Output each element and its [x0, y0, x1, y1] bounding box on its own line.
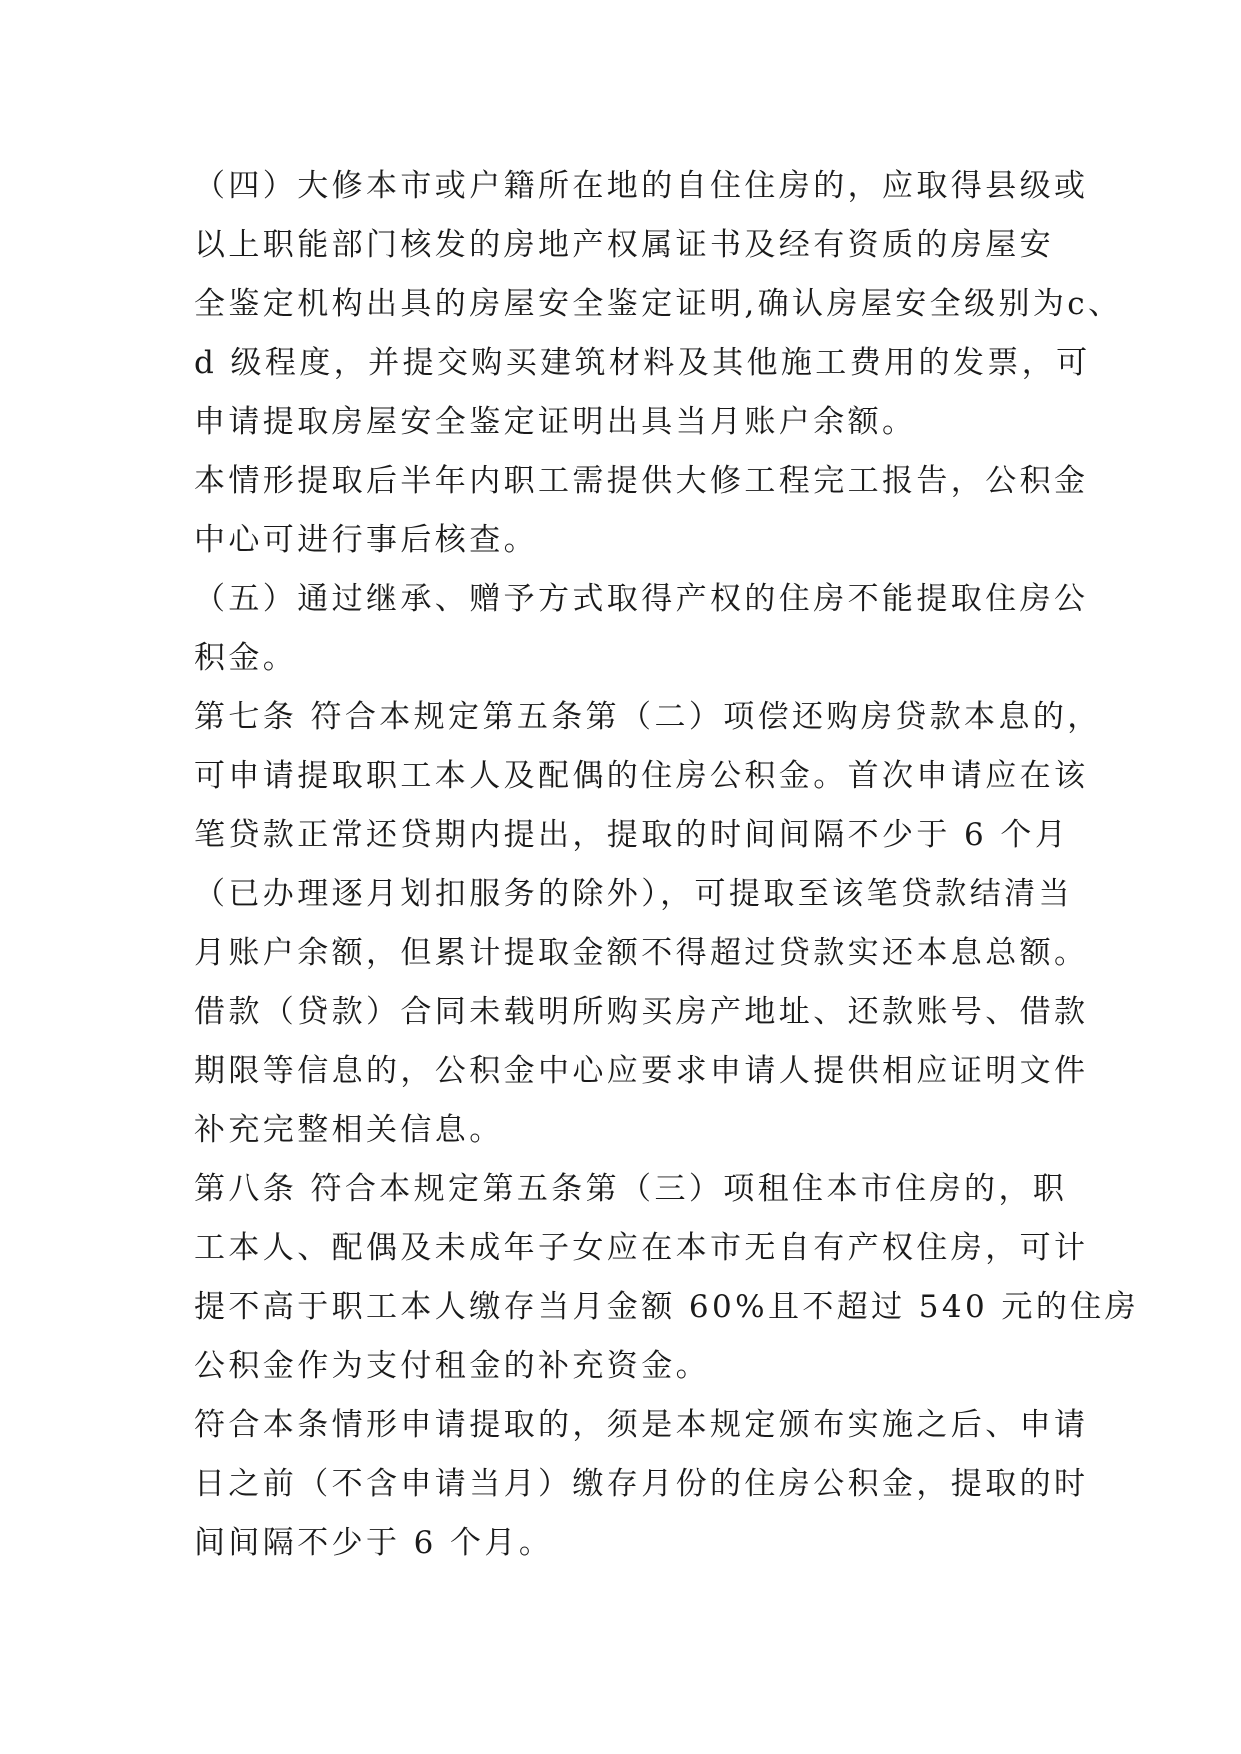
- text-line: 间间隔不少于 6 个月。: [194, 1525, 554, 1561]
- text-line: 积金。: [194, 640, 298, 676]
- text-line: 借款（贷款）合同未载明所购买房产地址、还款账号、借款: [194, 994, 1089, 1030]
- text-line: 可申请提取职工本人及配偶的住房公积金。首次申请应在该: [194, 758, 1089, 794]
- text-line: 提不高于职工本人缴存当月金额 60%且不超过 540 元的住房: [194, 1289, 1140, 1325]
- body-text: [194, 157, 1154, 1573]
- text-line: （四）大修本市或户籍所在地的自住住房的，应取得县级或: [194, 168, 1089, 204]
- text-line: （已办理逐月划扣服务的除外），可提取至该笔贷款结清当: [194, 876, 1073, 912]
- text-line: 本情形提取后半年内职工需提供大修工程完工报告，公积金: [194, 463, 1089, 499]
- text-line: 期限等信息的，公积金中心应要求申请人提供相应证明文件: [194, 1053, 1089, 1089]
- text-line: 第七条 符合本规定第五条第（二）项偿还购房贷款本息的，: [194, 699, 1102, 735]
- text-line: 以上职能部门核发的房地产权属证书及经有资质的房屋安: [194, 227, 1054, 263]
- text-line: 月账户余额，但累计提取金额不得超过贷款实还本息总额。: [194, 935, 1089, 971]
- text-line: 笔贷款正常还贷期内提出，提取的时间间隔不少于 6 个月: [194, 817, 1070, 853]
- text-line: 申请提取房屋安全鉴定证明出具当月账户余额。: [194, 404, 917, 440]
- text-line: 第八条 符合本规定第五条第（三）项租住本市住房的，职: [194, 1171, 1068, 1207]
- text-line: （五）通过继承、赠予方式取得产权的住房不能提取住房公: [194, 581, 1089, 617]
- text-line: 日之前（不含申请当月）缴存月份的住房公积金，提取的时: [194, 1466, 1089, 1502]
- text-line: 公积金作为支付租金的补充资金。: [194, 1348, 710, 1384]
- text-line: 中心可进行事后核查。: [194, 522, 538, 558]
- text-line: 符合本条情形申请提取的，须是本规定颁布实施之后、申请: [194, 1407, 1089, 1443]
- text-line: 工本人、配偶及未成年子女应在本市无自有产权住房，可计: [194, 1230, 1089, 1266]
- text-line: d 级程度，并提交购买建筑材料及其他施工费用的发票，可: [194, 345, 1091, 381]
- text-line: 补充完整相关信息。: [194, 1112, 504, 1148]
- text-line: 全鉴定机构出具的房屋安全鉴定证明,确认房屋安全级别为c、: [194, 286, 1123, 322]
